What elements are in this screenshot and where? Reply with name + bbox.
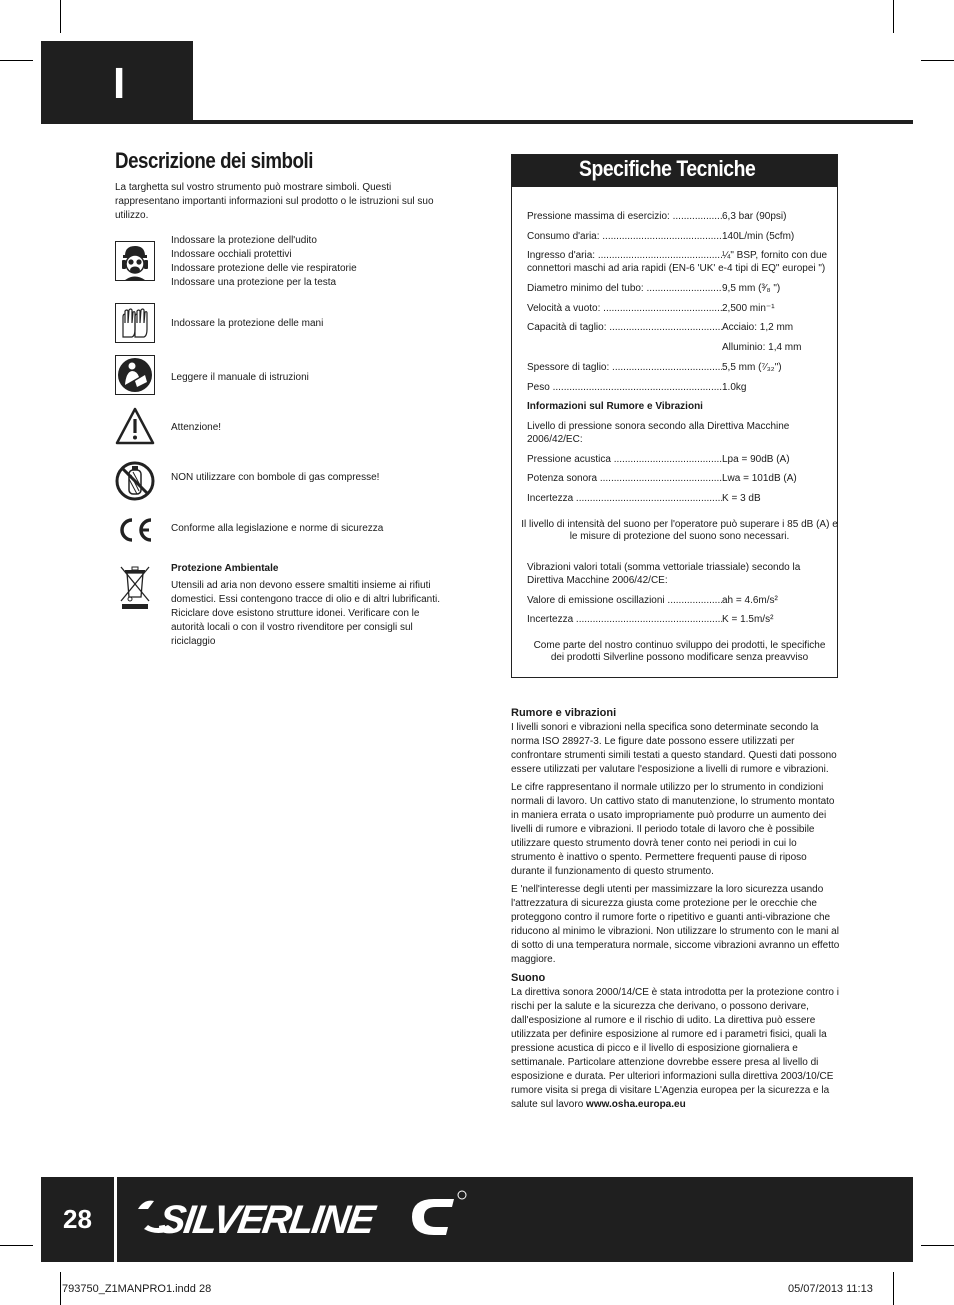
noise-section bbox=[511, 706, 841, 1116]
spec-value: Lpa = 90dB (A) bbox=[722, 453, 790, 465]
file-name: 793750_Z1MANPRO1.indd 28 bbox=[62, 1283, 212, 1295]
env-protection bbox=[171, 562, 443, 649]
noise-paragraph: Le cifre rappresentano il normale utilizzo per lo strumento in condizioni normali di lavoro. Un cattivo stato di manutenzione, lo strumento montato in maniera errata o usato impropriamente può produrre un aumento dei livelli di rumore e vibrazioni. Il periodo totale di lavoro che è possibile utilizzare questo strumento dovrà tener conto nei periodi in cui lo strumento è inattivo o spento. Permettere frequenti pause di riposo durante il funzionamento di questo strumento. bbox=[511, 782, 835, 877]
vibration-intro: Vibrazioni valori totali (somma vettoriale triassiale) secondo la Direttiva Macchine 2006/42/CE: bbox=[527, 561, 801, 586]
noise-warning: Il livello di intensità del suono per l'operatore può superare i 85 dB (A) e le misure di protezione del suono sono necessari. bbox=[521, 518, 838, 542]
spec-value: 6,3 bar (90psi) bbox=[722, 211, 787, 222]
ppe-head-icon bbox=[115, 241, 155, 281]
spec-label: Ingresso d'aria: ..... bbox=[527, 249, 722, 262]
spec-row bbox=[527, 249, 832, 262]
spec-label: Velocità a vuoto: ..... bbox=[527, 302, 722, 315]
crop-mark bbox=[921, 60, 954, 61]
symbols-intro: La targhetta sul vostro strumento può mostrare simboli. Questi rappresentano importanti informazioni sul prodotto o le istruzioni sul suo utilizzo. bbox=[115, 182, 434, 221]
spec-label: Spessore di taglio: ..... bbox=[527, 361, 722, 374]
spec-label: Incertezza ..... bbox=[527, 613, 722, 626]
symbol-line: Indossare protezione delle vie respiratorie bbox=[171, 263, 357, 274]
spec-value: K = 3 dB bbox=[722, 492, 761, 504]
spec-body bbox=[521, 210, 838, 671]
spec-value: 5,5 mm (⁷⁄₃₂") bbox=[722, 361, 782, 373]
warning-icon bbox=[115, 406, 155, 446]
spec-value: 1.0kg bbox=[722, 381, 747, 393]
symbol-text-ce: Conforme alla legislazione e norme di sicurezza bbox=[171, 523, 384, 534]
spec-label: Capacità di taglio: ..... bbox=[527, 321, 722, 334]
crop-mark bbox=[893, 0, 894, 33]
spec-value: Alluminio: 1,4 mm bbox=[722, 342, 802, 354]
spec-row bbox=[527, 302, 832, 315]
symbol-text-warning: Attenzione! bbox=[171, 422, 222, 433]
crop-mark bbox=[0, 1245, 33, 1246]
spec-row bbox=[527, 361, 832, 374]
symbol-line: Indossare una protezione per la testa bbox=[171, 277, 337, 288]
spec-label: Consumo d'aria: ..... bbox=[527, 230, 722, 243]
noise-info-intro: Livello di pressione sonora secondo alla Direttiva Macchine 2006/42/EC: bbox=[527, 420, 790, 445]
symbol-text-gloves: Indossare la protezione delle mani bbox=[171, 318, 324, 329]
spec-box bbox=[511, 154, 838, 678]
page-number: 28 bbox=[63, 1204, 92, 1234]
spec-value: 9,5 mm (³⁄₈ ") bbox=[722, 283, 781, 295]
symbol-text-manual: Leggere il manuale di istruzioni bbox=[171, 372, 309, 383]
osha-link[interactable]: www.osha.europa.eu bbox=[586, 1099, 686, 1110]
spec-row bbox=[527, 594, 832, 607]
language-letter: I bbox=[113, 59, 126, 108]
symbol-line: Indossare occhiali protettivi bbox=[171, 249, 292, 260]
spec-row bbox=[527, 282, 832, 295]
spec-value: K = 1.5m/s² bbox=[722, 614, 774, 626]
crop-mark bbox=[0, 60, 33, 61]
footer-divider bbox=[114, 1177, 117, 1262]
spec-label: Pressione acustica ..... bbox=[527, 453, 722, 466]
spec-row bbox=[527, 381, 832, 394]
noise-section-title: Rumore e vibrazioni bbox=[511, 707, 617, 719]
sound-body: La direttiva sonora 2000/14/CE è stata introdotta per la protezione contro i rischi per la salute e la sicurezza che derivano, o possono derivare, dall'esposizione al rumore e il rischio di udito. La direttiva può essere utilizzata per definire esposizione al rumore ed i parametri fisici, quali la pressione acustica di picco e il livello di esposizione giornaliera e settimanale. Particolare attenzione dovrebbe essere presa al livello di esposizione e durata. Per ulteriori informazioni sulla direttiva 2003/10/CE rumore visita si prega di visitare L'Agenzia europea per la sicurezza e la salute sul lavoro bbox=[511, 987, 839, 1110]
symbol-text-gas: NON utilizzare con bombole di gas compresse! bbox=[171, 472, 380, 483]
spec-note: Come parte del nostro continuo sviluppo dei prodotti, le specifiche dei prodotti Silverline possono modificare senza preavviso bbox=[533, 640, 826, 664]
spec-row bbox=[527, 321, 832, 334]
crop-mark bbox=[893, 1272, 894, 1305]
spec-row bbox=[527, 613, 832, 626]
env-title: Protezione Ambientale bbox=[171, 563, 279, 574]
crop-mark bbox=[60, 1272, 61, 1305]
ce-mark-icon bbox=[115, 510, 155, 550]
crop-mark bbox=[60, 0, 61, 33]
spec-row bbox=[527, 210, 832, 223]
symbol-line: Indossare la protezione dell'udito bbox=[171, 235, 317, 246]
spec-row bbox=[527, 472, 832, 485]
symbol-text-ppe bbox=[171, 234, 441, 290]
spec-label: Diametro minimo del tubo: ..... bbox=[527, 282, 722, 295]
spec-value: Lwa = 101dB (A) bbox=[722, 473, 797, 485]
crop-mark bbox=[921, 1245, 954, 1246]
no-gas-cylinder-icon bbox=[115, 461, 155, 501]
file-date: 05/07/2013 11:13 bbox=[788, 1283, 873, 1295]
noise-paragraph: I livelli sonori e vibrazioni nella specifica sono determinate secondo la norma ISO 28927-3. Le figure date possono essere utilizzati per confrontare strumenti simili testati a questo standard. Questi dati possono essere utilizzati per valutare l'esposizione a livelli di rumore e vibrazioni. bbox=[511, 722, 837, 775]
spec-label: Pressione massima di esercizio: ..... bbox=[527, 210, 722, 223]
sound-title: Suono bbox=[511, 972, 546, 984]
language-tab bbox=[41, 41, 193, 123]
gloves-icon bbox=[115, 303, 155, 343]
noise-info-title: Informazioni sul Rumore e Vibrazioni bbox=[527, 401, 703, 413]
spec-row bbox=[527, 230, 832, 243]
spec-label: Peso ..... bbox=[527, 381, 722, 394]
spec-value: Acciaio: 1,2 mm bbox=[722, 322, 794, 334]
weee-bin-icon bbox=[115, 563, 155, 611]
header-rule bbox=[41, 120, 913, 124]
footer-bar bbox=[41, 1177, 913, 1262]
spec-row bbox=[527, 492, 832, 505]
spec-value: 2,500 min⁻¹ bbox=[722, 302, 775, 314]
spec-inlet-cont: connettori maschi ad aria rapidi (EN-6 'UK' e-4 tipi di EQ" europei ") bbox=[527, 263, 826, 275]
spec-label: Valore di emissione oscillazioni ..... bbox=[527, 594, 722, 607]
spec-label: Incertezza ..... bbox=[527, 492, 722, 505]
spec-row bbox=[527, 453, 832, 466]
noise-paragraph: E 'nell'interesse degli utenti per massimizzare la loro sicurezza usando l'attrezzatura di sicurezza giusta come protezione per le orecchie che proteggono contro il rumore forte o ripetitivo e guanti anti-vibrazione che riducono al minimo le vibrazioni. Non utilizzare lo strumento con le mani al di sotto di una temperatura normale, siccome vibrazioni avranno un effetto maggiore. bbox=[511, 884, 840, 965]
spec-value: ah = 4.6m/s² bbox=[722, 594, 778, 606]
svg-text:SILVERLINE: SILVERLINE bbox=[156, 1197, 376, 1242]
spec-value: 140L/min (5cfm) bbox=[722, 230, 795, 242]
spec-value: ¼" BSP, fornito con due bbox=[722, 250, 828, 262]
env-text: Utensili ad aria non devono essere smaltiti insieme ai rifiuti domestici. Essi contengono tracce di olio e di altri lubrificanti. Riciclare dove esistono strutture idonei. Verificare con le autorità locali o con il vostro rivenditore per consigli sul riciclaggio bbox=[171, 580, 441, 647]
symbols-title: Descrizione dei simboli bbox=[115, 148, 314, 173]
read-manual-icon bbox=[115, 355, 155, 395]
sound-text bbox=[511, 986, 841, 1112]
spec-header bbox=[512, 155, 837, 187]
silverline-logo bbox=[134, 1187, 474, 1247]
spec-label: Potenza sonora ..... bbox=[527, 472, 722, 485]
spec-title: Specifiche Tecniche bbox=[579, 156, 756, 181]
